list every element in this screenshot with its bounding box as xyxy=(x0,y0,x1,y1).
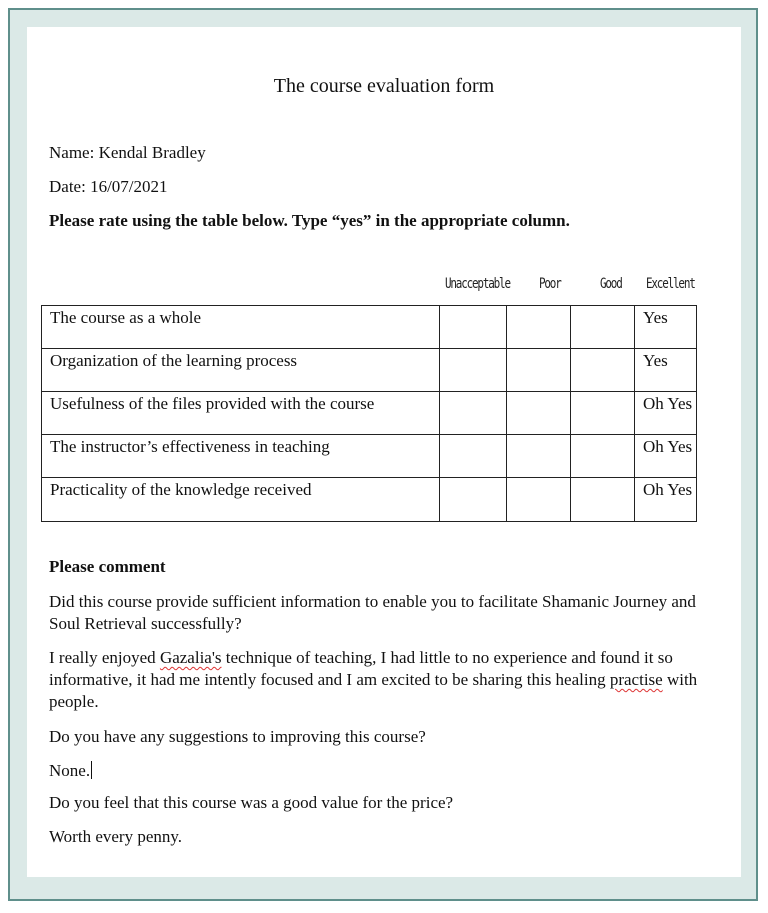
rating-cell-poor[interactable] xyxy=(507,306,571,349)
rating-cell-unacceptable[interactable] xyxy=(440,306,507,349)
text-cursor xyxy=(91,761,92,779)
rating-cell-unacceptable[interactable] xyxy=(440,478,507,522)
answer-2-text: None. xyxy=(49,761,91,780)
rating-cell-poor[interactable] xyxy=(507,435,571,478)
rating-cell-poor[interactable] xyxy=(507,349,571,392)
question-1: Did this course provide sufficient information to enable you to facilitate Shamanic Journey and Soul Retrieval successfully? xyxy=(49,592,696,633)
table-row xyxy=(42,478,697,522)
table-row xyxy=(42,392,697,435)
rating-cell-excellent[interactable]: Oh Yes xyxy=(635,435,697,478)
table-row xyxy=(42,306,697,349)
rating-cell-excellent[interactable]: Yes xyxy=(635,349,697,392)
spellcheck-word[interactable]: practise xyxy=(609,670,663,689)
answer-1[interactable] xyxy=(49,647,709,713)
rating-cell-excellent[interactable]: Oh Yes xyxy=(635,392,697,435)
rating-cell-excellent[interactable]: Oh Yes xyxy=(635,478,697,522)
question-2: Do you have any suggestions to improving this course? xyxy=(49,727,426,746)
form-title: The course evaluation form xyxy=(273,75,495,97)
answer-3[interactable]: Worth every penny. xyxy=(49,827,183,846)
criterion-cell: The instructor’s effectiveness in teaching xyxy=(42,435,440,478)
rating-cell-poor[interactable] xyxy=(507,478,571,522)
rating-cell-good[interactable] xyxy=(571,392,635,435)
document-page xyxy=(27,27,741,877)
rating-cell-good[interactable] xyxy=(571,306,635,349)
criterion-cell: Usefulness of the files provided with the course xyxy=(42,392,440,435)
rating-instruction: Please rate using the table below. Type “yes” in the appropriate column. xyxy=(49,211,570,230)
column-header-poor: Poor xyxy=(539,276,561,292)
rating-cell-good[interactable] xyxy=(571,478,635,522)
column-header-good: Good xyxy=(600,276,622,292)
answer-1-text: I really enjoyed xyxy=(49,648,160,667)
question-3: Do you feel that this course was a good value for the price? xyxy=(49,793,454,812)
spellcheck-word[interactable]: Gazalia's xyxy=(159,648,222,667)
table-row xyxy=(42,349,697,392)
criterion-cell: The course as a whole xyxy=(42,306,440,349)
name-field[interactable]: Name: Kendal Bradley xyxy=(49,143,206,162)
answer-2[interactable] xyxy=(49,760,709,782)
criterion-cell: Organization of the learning process xyxy=(42,349,440,392)
date-field[interactable]: Date: 16/07/2021 xyxy=(49,177,168,196)
answer-1-text: with people. xyxy=(49,670,698,711)
rating-cell-good[interactable] xyxy=(571,349,635,392)
answer-1-text: technique of teaching, I had little to no experience and found it so informative, it had me intently focused and I am excited to be sharing this healing xyxy=(49,648,673,689)
column-header-unacceptable: Unacceptable xyxy=(445,276,510,292)
table-row xyxy=(42,435,697,478)
rating-cell-unacceptable[interactable] xyxy=(440,349,507,392)
rating-cell-unacceptable[interactable] xyxy=(440,435,507,478)
rating-table xyxy=(41,305,697,522)
rating-cell-unacceptable[interactable] xyxy=(440,392,507,435)
criterion-cell: Practicality of the knowledge received xyxy=(42,478,440,522)
column-header-excellent: Excellent xyxy=(646,276,695,292)
comment-heading: Please comment xyxy=(49,557,166,576)
rating-cell-excellent[interactable]: Yes xyxy=(635,306,697,349)
rating-cell-good[interactable] xyxy=(571,435,635,478)
rating-cell-poor[interactable] xyxy=(507,392,571,435)
